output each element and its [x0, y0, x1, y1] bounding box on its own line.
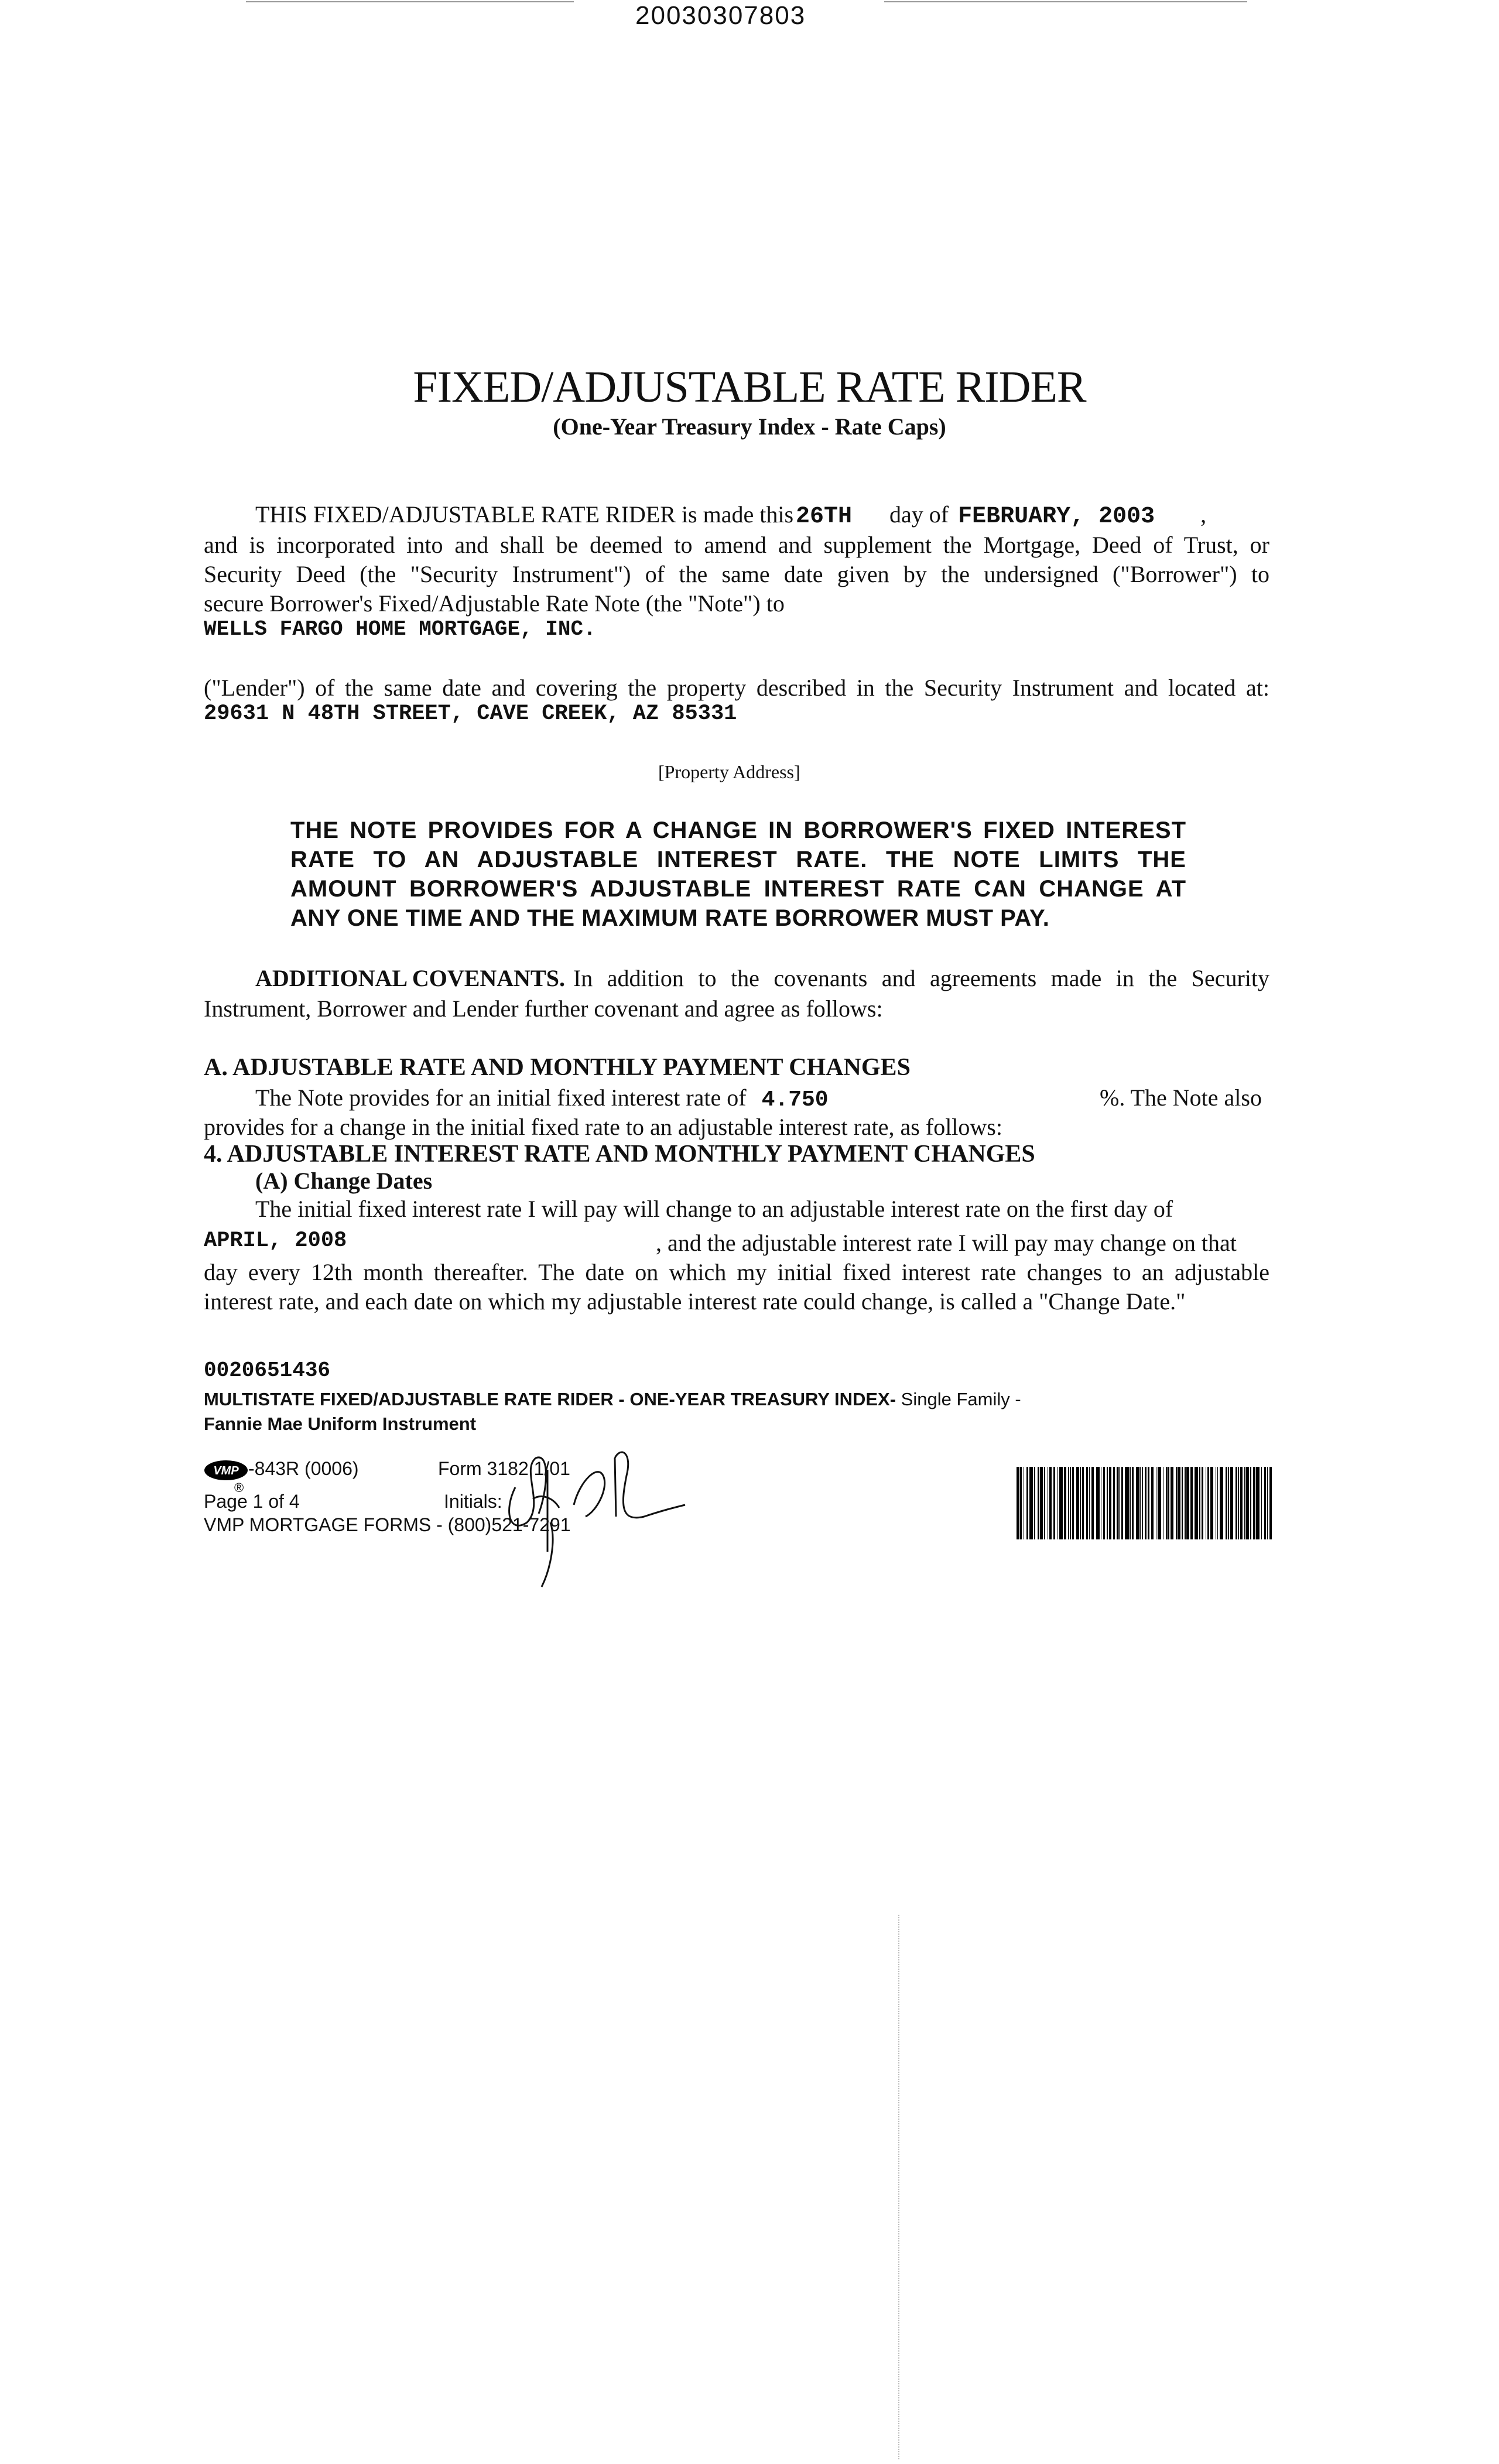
intro-line-3: Security Deed (the "Security Instrument") of the same date given by the undersigned ("Borrower") to [204, 561, 1269, 587]
notice-line-1: THE NOTE PROVIDES FOR A CHANGE IN BORROWER'S FIXED INTEREST [290, 817, 1186, 843]
barcode-bar [1048, 1467, 1049, 1539]
barcode-bar [1072, 1467, 1074, 1539]
barcode-bar [1148, 1467, 1149, 1539]
barcode-bar [1261, 1467, 1262, 1539]
initial-rate: 4.750 [761, 1087, 829, 1113]
form-subtitle: Fannie Mae Uniform Instrument [204, 1414, 477, 1434]
barcode-bar [1132, 1467, 1134, 1539]
barcode-bar [1145, 1467, 1147, 1539]
change-dates-heading: (A) Change Dates [255, 1168, 433, 1194]
barcode-bar [1101, 1467, 1102, 1539]
barcode-bar [1076, 1467, 1079, 1539]
barcode [1017, 1467, 1274, 1539]
barcode-bar [1158, 1467, 1161, 1539]
rider-month-year: FEBRUARY, 2003 [958, 504, 1155, 530]
barcode-bar [1228, 1467, 1229, 1539]
barcode-bar [1250, 1467, 1251, 1539]
barcode-bar [1038, 1467, 1039, 1539]
notice-line-3: AMOUNT BORROWER'S ADJUSTABLE INTEREST RATE CAN CHANGE AT [290, 876, 1186, 902]
intro-made-prefix: THIS FIXED/ADJUSTABLE RATE RIDER is made this [255, 501, 794, 528]
property-address: 29631 N 48TH STREET, CAVE CREEK, AZ 85331 [204, 701, 737, 726]
barcode-bar [1107, 1467, 1108, 1539]
barcode-bar [1029, 1467, 1033, 1539]
covenants-line-2: Instrument, Borrower and Lender further covenant and agree as follows: [204, 995, 883, 1022]
lender-line: ("Lender") of the same date and covering the property described in the Security Instrument and located at: [204, 675, 1269, 701]
barcode-bar [1230, 1467, 1233, 1539]
barcode-bar [1068, 1467, 1069, 1539]
barcode-bar [1256, 1467, 1260, 1539]
barcode-bar [1163, 1467, 1164, 1539]
change-dates-line-1: The initial fixed interest rate I will pay will change to an adjustable interest rate on the first day of [255, 1196, 1173, 1222]
barcode-bar [1236, 1467, 1237, 1539]
barcode-bar [1118, 1467, 1120, 1539]
rider-day: 26TH [796, 504, 853, 530]
barcode-bar [1034, 1467, 1035, 1539]
barcode-bar [1220, 1467, 1223, 1539]
barcode-bar [1096, 1467, 1100, 1539]
form-number: Form 3182 1/01 [438, 1458, 570, 1479]
barcode-bar [1168, 1467, 1169, 1539]
loan-number: 0020651436 [204, 1358, 331, 1382]
barcode-bar [1053, 1467, 1055, 1539]
form-title-bold: MULTISTATE FIXED/ADJUSTABLE RATE RIDER - ONE-YEAR TREASURY INDEX- [204, 1389, 896, 1409]
scan-artifact-line [898, 1915, 899, 2459]
vmp-logo [204, 1460, 248, 1481]
covenants-heading: ADDITIONAL COVENANTS. [255, 965, 565, 991]
initials-signature [480, 1435, 691, 1593]
barcode-bar [1195, 1467, 1198, 1539]
change-dates-line-4: interest rate, and each date on which my adjustable interest rate could change, is called a "Change Date." [204, 1288, 1186, 1315]
notice-line-4: ANY ONE TIME AND THE MAXIMUM RATE BORROWER MUST PAY. [290, 905, 1050, 931]
barcode-bar [1136, 1467, 1139, 1539]
barcode-bar [1176, 1467, 1178, 1539]
document-number: 20030307803 [635, 1, 806, 30]
barcode-bar [1210, 1467, 1213, 1539]
form-title-rest: Single Family - [896, 1389, 1021, 1409]
registered-mark: ® [234, 1480, 244, 1495]
section-4-heading: 4. ADJUSTABLE INTEREST RATE AND MONTHLY PAYMENT CHANGES [204, 1141, 1035, 1168]
barcode-bar [1103, 1467, 1105, 1539]
barcode-bar [1156, 1467, 1157, 1539]
barcode-bar [1202, 1467, 1203, 1539]
barcode-bar [1064, 1467, 1066, 1539]
barcode-bar [1017, 1467, 1019, 1539]
barcode-bar [1246, 1467, 1249, 1539]
property-address-label: [Property Address] [658, 761, 800, 782]
barcode-bar [1206, 1467, 1207, 1539]
barcode-bar [1059, 1467, 1063, 1539]
barcode-bar [1186, 1467, 1189, 1539]
vmp-mortgage-forms: VMP MORTGAGE FORMS - (800)521-7291 [204, 1514, 571, 1535]
barcode-bar [1109, 1467, 1112, 1539]
barcode-bar [1182, 1467, 1183, 1539]
barcode-bar [1044, 1467, 1045, 1539]
barcode-bar [1269, 1467, 1272, 1539]
covenants-line-1-rest: In addition to the covenants and agreements made in the Security [573, 965, 1269, 991]
change-dates-line-3: day every 12th month thereafter. The date on which my initial fixed interest rate changes to an adjustable [204, 1259, 1269, 1285]
barcode-bar [1113, 1467, 1115, 1539]
barcode-bar [1216, 1467, 1217, 1539]
barcode-bar [1070, 1467, 1071, 1539]
intro-comma: , [1200, 501, 1207, 528]
rate-prefix: The Note provides for an initial fixed interest rate of [255, 1084, 747, 1111]
barcode-bar [1226, 1467, 1227, 1539]
barcode-bar [1267, 1467, 1268, 1539]
barcode-bar [1040, 1467, 1043, 1539]
change-date: APRIL, 2008 [204, 1228, 347, 1253]
barcode-bar [1244, 1467, 1245, 1539]
barcode-bar [1217, 1467, 1219, 1539]
barcode-bar [1020, 1467, 1022, 1539]
section-a-line-2: provides for a change in the initial fixed rate to an adjustable interest rate, as follows: [204, 1114, 1002, 1140]
barcode-bar [1026, 1467, 1028, 1539]
barcode-bar [1049, 1467, 1052, 1539]
initials-label: Initials: [444, 1491, 502, 1512]
lender-name: WELLS FARGO HOME MORTGAGE, INC. [204, 617, 596, 641]
change-dates-line-2-rest: , and the adjustable interest rate I will pay may change on that [656, 1230, 1237, 1256]
vmp-form-code: -843R (0006) [248, 1458, 359, 1479]
barcode-bar [1190, 1467, 1192, 1539]
barcode-bar [1199, 1467, 1200, 1539]
notice-line-2: RATE TO AN ADJUSTABLE INTEREST RATE. THE NOTE LIMITS THE [290, 847, 1186, 872]
barcode-bar [1151, 1467, 1154, 1539]
barcode-bar [1117, 1467, 1118, 1539]
barcode-bar [1091, 1467, 1094, 1539]
intro-line-4: secure Borrower's Fixed/Adjustable Rate Note (the "Note") to [204, 590, 785, 617]
barcode-bar [1142, 1467, 1143, 1539]
barcode-bar [1089, 1467, 1090, 1539]
barcode-bar [1207, 1467, 1209, 1539]
barcode-bar [1253, 1467, 1255, 1539]
intro-day-of: day of [889, 501, 949, 528]
vmp-logo-text: VMP [213, 1464, 239, 1477]
page-number: Page 1 of 4 [204, 1491, 300, 1512]
barcode-bar [1240, 1467, 1242, 1539]
form-title [204, 1389, 1021, 1410]
barcode-bar [1185, 1467, 1186, 1539]
barcode-bar [1121, 1467, 1123, 1539]
barcode-bar [1238, 1467, 1239, 1539]
covenants-line-1 [255, 961, 1269, 995]
barcode-bar [1264, 1467, 1266, 1539]
barcode-bar [1057, 1467, 1059, 1539]
barcode-bar [1125, 1467, 1128, 1539]
barcode-bar [1024, 1467, 1025, 1539]
barcode-bar [1178, 1467, 1180, 1539]
rate-suffix: %. The Note also [1100, 1084, 1262, 1111]
barcode-bar [1171, 1467, 1173, 1539]
document-subtitle: (One-Year Treasury Index - Rate Caps) [553, 413, 946, 440]
barcode-bar [1082, 1467, 1084, 1539]
barcode-bar [1139, 1467, 1141, 1539]
barcode-bar [1130, 1467, 1131, 1539]
document-title: FIXED/ADJUSTABLE RATE RIDER [413, 362, 1086, 412]
intro-line-2: and is incorporated into and shall be deemed to amend and supplement the Mortgage, Deed of Trust, or [204, 532, 1269, 558]
header-rule-left [246, 1, 574, 2]
header-rule-right [884, 1, 1247, 2]
barcode-bar [1080, 1467, 1081, 1539]
barcode-bar [1166, 1467, 1168, 1539]
section-a-heading: A. ADJUSTABLE RATE AND MONTHLY PAYMENT CHANGES [204, 1054, 911, 1081]
barcode-bar [1086, 1467, 1088, 1539]
